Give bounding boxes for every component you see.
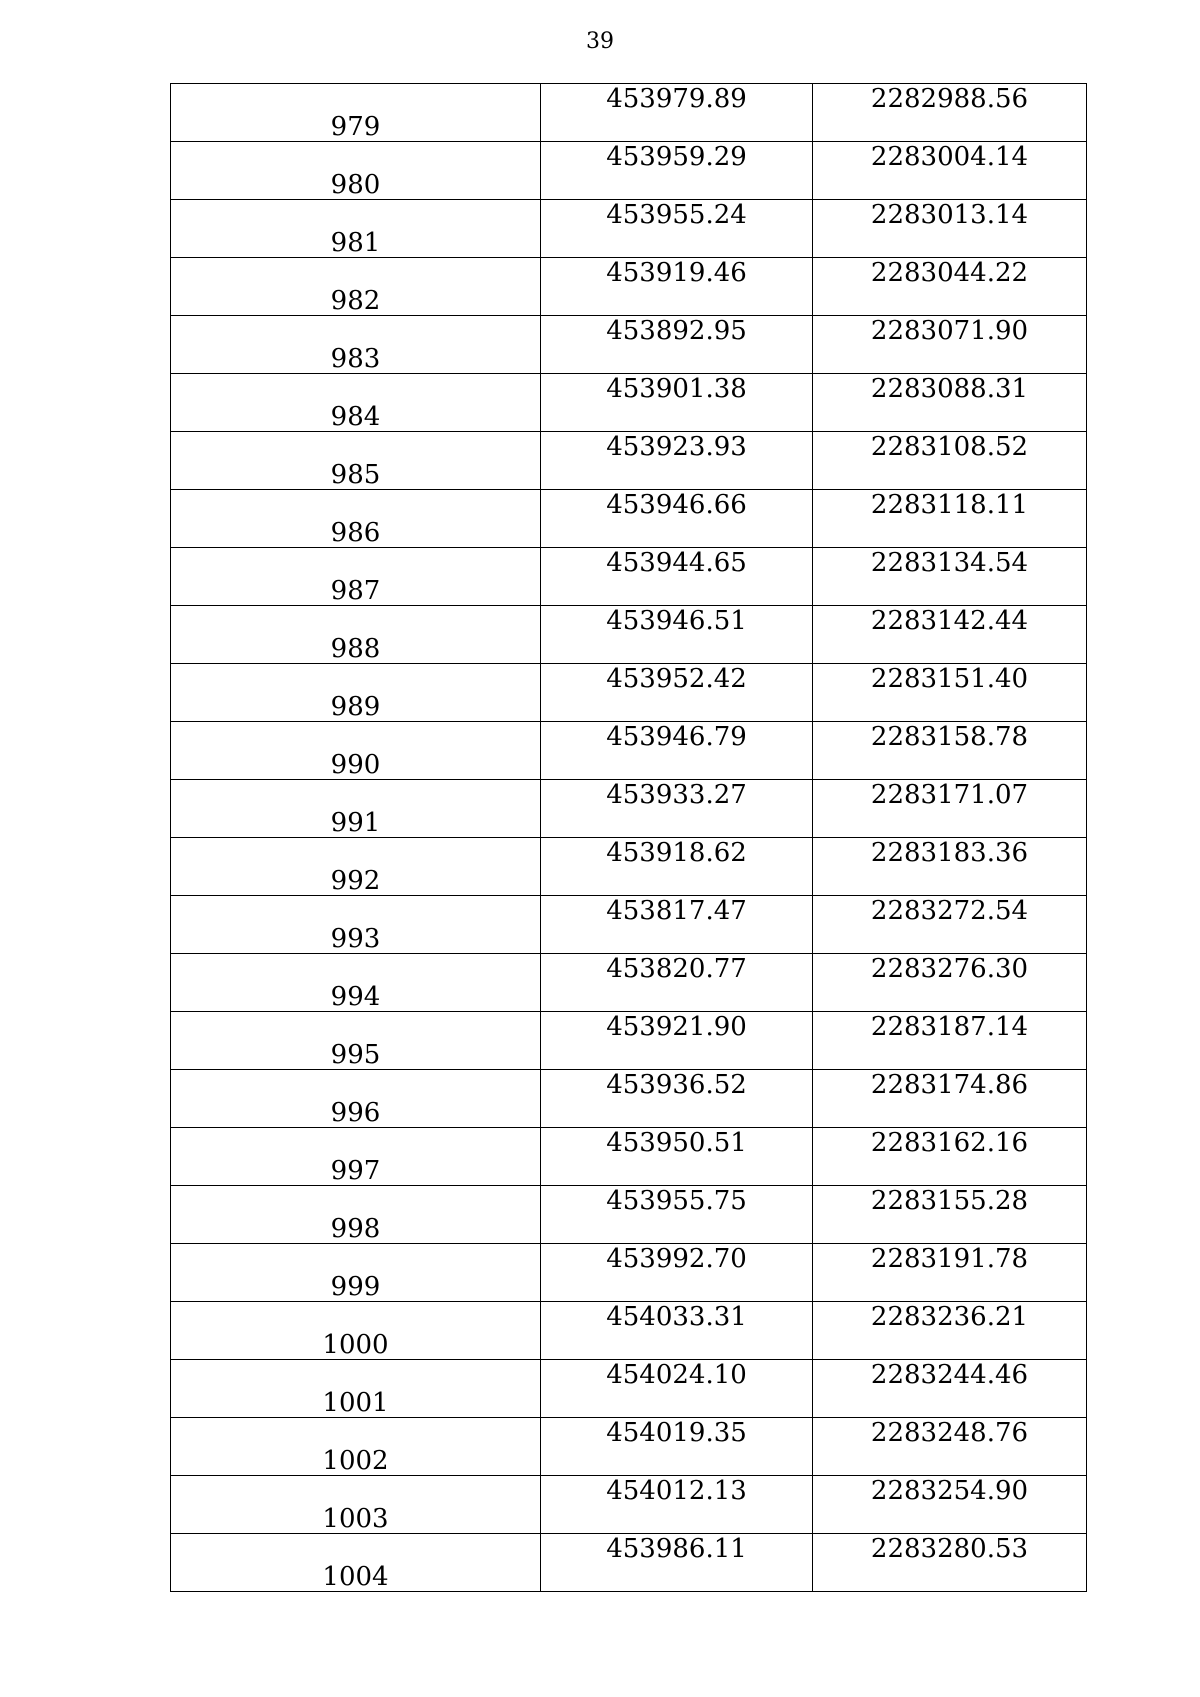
y-coordinate-cell [813,316,1087,374]
y-coordinate-cell [813,664,1087,722]
point-number-cell [171,316,541,374]
point-number-cell [171,1418,541,1476]
x-coordinate-value: 453901.38 [606,374,747,404]
x-coordinate-cell [541,1302,813,1360]
table-row [171,142,1087,200]
x-coordinate-cell [541,1476,813,1534]
table-row [171,606,1087,664]
x-coordinate-cell [541,1418,813,1476]
table-row [171,896,1087,954]
point-number-value: 979 [330,112,381,142]
table-row [171,84,1087,142]
x-coordinate-cell [541,432,813,490]
y-coordinate-cell [813,1128,1087,1186]
page-number: 39 [586,29,614,54]
table-row [171,1476,1087,1534]
x-coordinate-cell [541,258,813,316]
point-number-value: 1001 [322,1388,389,1418]
x-coordinate-value: 453817.47 [606,896,747,926]
point-number-cell [171,258,541,316]
y-coordinate-value: 2283236.21 [870,1302,1029,1332]
y-coordinate-value: 2283276.30 [870,954,1029,984]
point-number-cell [171,606,541,664]
x-coordinate-cell [541,1128,813,1186]
x-coordinate-cell [541,200,813,258]
x-coordinate-value: 453992.70 [606,1244,747,1274]
y-coordinate-cell [813,258,1087,316]
y-coordinate-cell [813,1534,1087,1592]
point-number-value: 992 [330,866,381,896]
table-row [171,1534,1087,1592]
point-number-cell [171,1012,541,1070]
y-coordinate-cell [813,1302,1087,1360]
table-row [171,548,1087,606]
point-number-cell [171,838,541,896]
x-coordinate-cell [541,954,813,1012]
y-coordinate-cell [813,1418,1087,1476]
y-coordinate-value: 2283187.14 [870,1012,1029,1042]
x-coordinate-value: 453921.90 [606,1012,747,1042]
x-coordinate-value: 453919.46 [606,258,747,288]
y-coordinate-cell [813,1070,1087,1128]
coordinates-table [170,83,1087,1592]
y-coordinate-cell [813,1360,1087,1418]
y-coordinate-value: 2283162.16 [870,1128,1029,1158]
point-number-value: 995 [330,1040,381,1070]
table-row [171,780,1087,838]
table-row [171,1186,1087,1244]
y-coordinate-cell [813,780,1087,838]
point-number-value: 980 [330,170,381,200]
x-coordinate-value: 453959.29 [606,142,747,172]
y-coordinate-cell [813,722,1087,780]
x-coordinate-value: 453944.65 [606,548,747,578]
x-coordinate-value: 453936.52 [606,1070,747,1100]
x-coordinate-cell [541,664,813,722]
point-number-value: 999 [330,1272,381,1302]
y-coordinate-value: 2283280.53 [870,1534,1029,1564]
y-coordinate-value: 2283254.90 [870,1476,1029,1506]
table-row [171,490,1087,548]
point-number-cell [171,1070,541,1128]
x-coordinate-cell [541,780,813,838]
point-number-cell [171,84,541,142]
point-number-value: 989 [330,692,381,722]
table-row [171,1360,1087,1418]
point-number-cell [171,954,541,1012]
point-number-value: 1002 [322,1446,389,1476]
table-row [171,1012,1087,1070]
x-coordinate-cell [541,1070,813,1128]
y-coordinate-value: 2283004.14 [870,142,1029,172]
y-coordinate-cell [813,432,1087,490]
point-number-cell [171,490,541,548]
y-coordinate-cell [813,1244,1087,1302]
point-number-cell [171,1360,541,1418]
x-coordinate-value: 453986.11 [606,1534,747,1564]
point-number-value: 1000 [322,1330,389,1360]
point-number-value: 1003 [322,1504,389,1534]
table-row [171,1070,1087,1128]
y-coordinate-value: 2283155.28 [870,1186,1029,1216]
point-number-value: 988 [330,634,381,664]
point-number-value: 984 [330,402,381,432]
y-coordinate-value: 2283183.36 [870,838,1029,868]
x-coordinate-value: 453946.79 [606,722,747,752]
x-coordinate-cell [541,1012,813,1070]
point-number-cell [171,548,541,606]
table-row [171,374,1087,432]
point-number-value: 997 [330,1156,381,1186]
table-row [171,954,1087,1012]
point-number-cell [171,1534,541,1592]
point-number-cell [171,780,541,838]
point-number-cell [171,722,541,780]
point-number-cell [171,142,541,200]
y-coordinate-value: 2283108.52 [870,432,1029,462]
x-coordinate-value: 454012.13 [606,1476,747,1506]
point-number-value: 982 [330,286,381,316]
y-coordinate-cell [813,374,1087,432]
x-coordinate-value: 453950.51 [606,1128,747,1158]
point-number-value: 983 [330,344,381,374]
x-coordinate-value: 453933.27 [606,780,747,810]
x-coordinate-cell [541,606,813,664]
point-number-value: 994 [330,982,381,1012]
x-coordinate-value: 454019.35 [606,1418,747,1448]
table-row [171,200,1087,258]
y-coordinate-value: 2283071.90 [870,316,1029,346]
table-row [171,316,1087,374]
coordinates-table-body [171,84,1087,1592]
y-coordinate-value: 2282988.56 [870,84,1029,114]
point-number-value: 981 [330,228,381,258]
x-coordinate-value: 453918.62 [606,838,747,868]
point-number-value: 993 [330,924,381,954]
x-coordinate-cell [541,1186,813,1244]
x-coordinate-cell [541,374,813,432]
point-number-cell [171,896,541,954]
x-coordinate-value: 453955.75 [606,1186,747,1216]
y-coordinate-value: 2283134.54 [870,548,1029,578]
x-coordinate-value: 453952.42 [606,664,747,694]
x-coordinate-cell [541,316,813,374]
y-coordinate-value: 2283171.07 [870,780,1029,810]
x-coordinate-cell [541,896,813,954]
table-row [171,1418,1087,1476]
y-coordinate-cell [813,84,1087,142]
y-coordinate-value: 2283272.54 [870,896,1029,926]
y-coordinate-value: 2283158.78 [870,722,1029,752]
y-coordinate-cell [813,142,1087,200]
y-coordinate-value: 2283088.31 [870,374,1029,404]
point-number-cell [171,1476,541,1534]
point-number-value: 985 [330,460,381,490]
point-number-value: 1004 [322,1562,389,1592]
y-coordinate-cell [813,838,1087,896]
table-row [171,1128,1087,1186]
point-number-cell [171,664,541,722]
point-number-cell [171,432,541,490]
y-coordinate-cell [813,954,1087,1012]
table-row [171,432,1087,490]
x-coordinate-value: 454024.10 [606,1360,747,1390]
y-coordinate-cell [813,1476,1087,1534]
table-row [171,838,1087,896]
point-number-value: 990 [330,750,381,780]
x-coordinate-value: 453820.77 [606,954,747,984]
y-coordinate-value: 2283248.76 [870,1418,1029,1448]
point-number-cell [171,1128,541,1186]
x-coordinate-value: 453946.66 [606,490,747,520]
y-coordinate-value: 2283174.86 [870,1070,1029,1100]
x-coordinate-cell [541,1244,813,1302]
y-coordinate-cell [813,1186,1087,1244]
y-coordinate-value: 2283151.40 [870,664,1029,694]
x-coordinate-cell [541,1360,813,1418]
point-number-cell [171,200,541,258]
point-number-value: 996 [330,1098,381,1128]
x-coordinate-value: 453892.95 [606,316,747,346]
table-row [171,1244,1087,1302]
x-coordinate-cell [541,548,813,606]
y-coordinate-value: 2283142.44 [870,606,1029,636]
point-number-cell [171,1244,541,1302]
y-coordinate-cell [813,1012,1087,1070]
x-coordinate-value: 453955.24 [606,200,747,230]
point-number-value: 991 [330,808,381,838]
table-row [171,664,1087,722]
x-coordinate-value: 454033.31 [606,1302,747,1332]
table-row [171,722,1087,780]
x-coordinate-cell [541,84,813,142]
y-coordinate-cell [813,548,1087,606]
x-coordinate-cell [541,722,813,780]
y-coordinate-cell [813,896,1087,954]
point-number-cell [171,1186,541,1244]
x-coordinate-value: 453946.51 [606,606,747,636]
y-coordinate-value: 2283244.46 [870,1360,1029,1390]
x-coordinate-cell [541,490,813,548]
x-coordinate-cell [541,142,813,200]
point-number-cell [171,374,541,432]
y-coordinate-value: 2283044.22 [870,258,1029,288]
point-number-value: 986 [330,518,381,548]
point-number-cell [171,1302,541,1360]
x-coordinate-cell [541,838,813,896]
y-coordinate-value: 2283118.11 [870,490,1029,520]
point-number-value: 987 [330,576,381,606]
y-coordinate-value: 2283013.14 [870,200,1029,230]
point-number-value: 998 [330,1214,381,1244]
y-coordinate-value: 2283191.78 [870,1244,1029,1274]
table-row [171,258,1087,316]
x-coordinate-value: 453979.89 [606,84,747,114]
x-coordinate-value: 453923.93 [606,432,747,462]
y-coordinate-cell [813,606,1087,664]
y-coordinate-cell [813,200,1087,258]
table-row [171,1302,1087,1360]
y-coordinate-cell [813,490,1087,548]
x-coordinate-cell [541,1534,813,1592]
